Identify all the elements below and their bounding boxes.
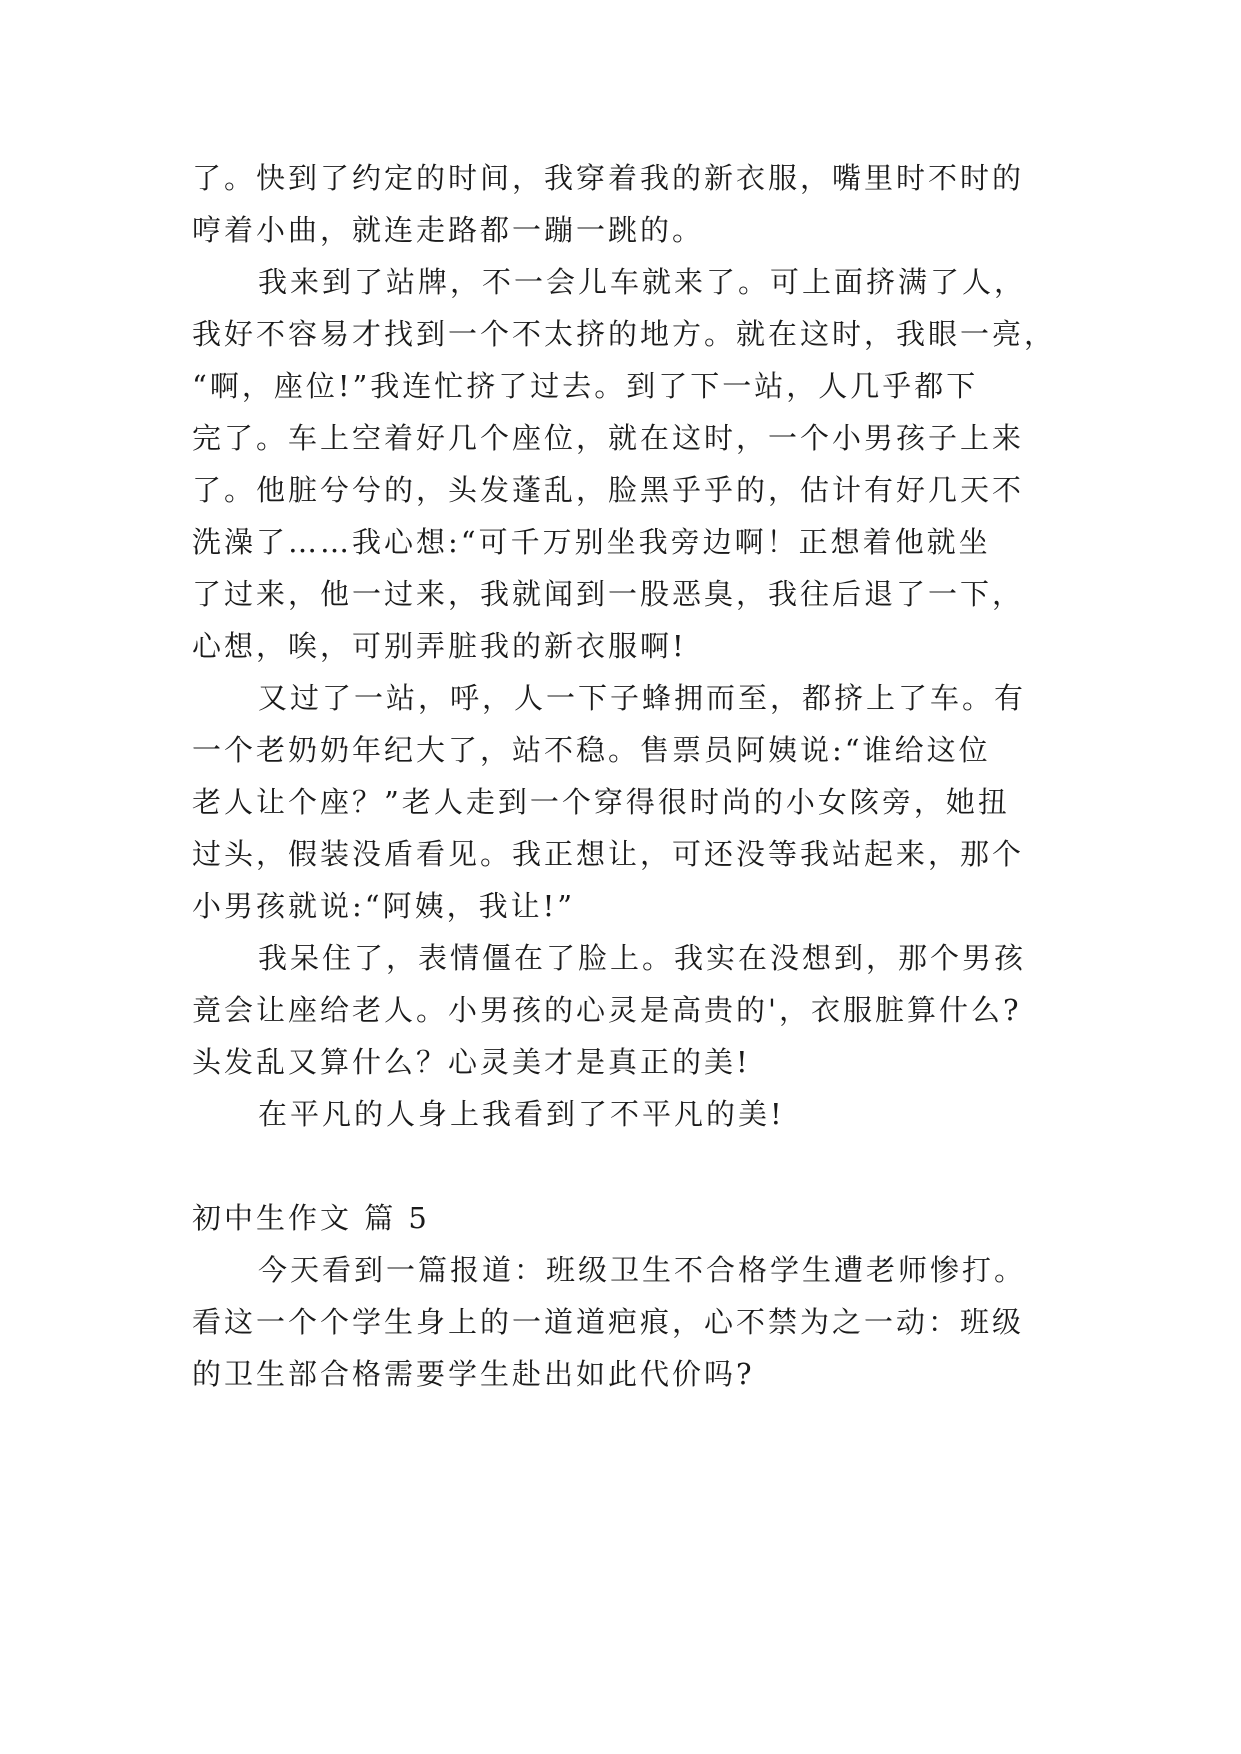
text-line: 了过来，他一过来，我就闻到一股恶臭，我往后退了一下， (192, 577, 1025, 611)
section-title: 初中生作文 篇 5 (192, 1201, 430, 1235)
text-line: 老人让个座？”老人走到一个穿得很时尚的小女陔旁，她扭 (192, 785, 1010, 819)
text-line: “啊，座位!”我连忙挤了过去。到了下一站，人几乎都下 (192, 369, 979, 403)
text-line: 竟会让座给老人。小男孩的心灵是高贵的'，衣服脏算什么? (192, 993, 1022, 1027)
section-gap (192, 1140, 1076, 1192)
text-line: 一个老奶奶年纪大了，站不稳。售票员阿姨说:“谁给这位 (192, 733, 991, 767)
text-line: 我呆住了，表情僵在了脸上。我实在没想到，那个男孩 (258, 941, 1027, 975)
text-line: 我好不容易才找到一个不太挤的地方。就在这时，我眼一亮， (192, 317, 1057, 351)
text-line: 看这一个个学生身上的一道道疤痕，心不禁为之一动：班级 (192, 1305, 1025, 1339)
text-line: 了。他脏兮兮的，头发蓬乱，脸黑乎乎的，估计有好几天不 (192, 473, 1025, 507)
text-line: 了。快到了约定的时间，我穿着我的新衣服，嘴里时不时的 (192, 161, 1025, 195)
text-line: 又过了一站，呼，人一下子蜂拥而至，都挤上了车。有 (258, 681, 1027, 715)
text-line: 洗澡了……我心想:“可千万别坐我旁边啊！正想着他就坐 (192, 525, 991, 559)
text-line: 的卫生部合格需要学生赴出如此代价吗? (192, 1357, 755, 1391)
text-line: 今天看到一篇报道：班级卫生不合格学生遭老师惨打。 (258, 1253, 1027, 1287)
document-page (192, 152, 1076, 1400)
text-line: 在平凡的人身上我看到了不平凡的美! (258, 1097, 785, 1131)
text-line: 我来到了站牌，不一会儿车就来了。可上面挤满了人， (258, 265, 1027, 299)
text-line: 完了。车上空着好几个座位，就在这时，一个小男孩子上来 (192, 421, 1025, 455)
text-line: 过头，假装没盾看见。我正想让，可还没等我站起来，那个 (192, 837, 1025, 871)
text-line: 心想，唉，可别弄脏我的新衣服啊! (192, 629, 687, 663)
text-line: 小男孩就说:“阿姨，我让!” (192, 889, 576, 923)
text-line: 哼着小曲，就连走路都一蹦一跳的。 (192, 213, 705, 247)
text-line: 头发乱又算什么？心灵美才是真正的美! (192, 1045, 751, 1079)
